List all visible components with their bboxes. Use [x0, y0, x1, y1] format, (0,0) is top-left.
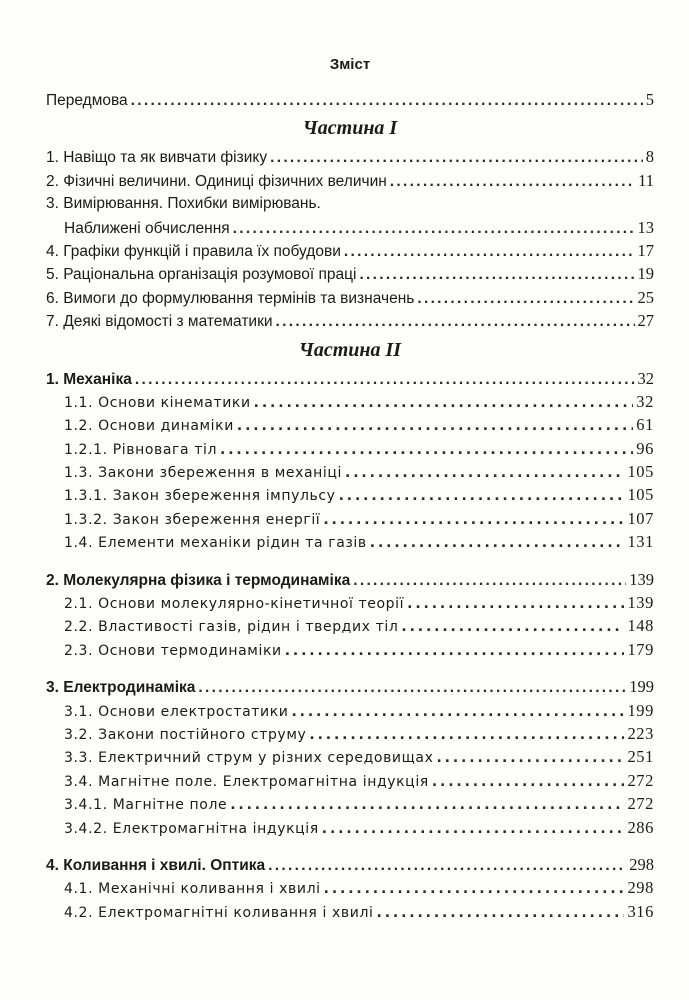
toc-subentry — [46, 722, 654, 745]
toc-subentry — [46, 614, 654, 637]
toc-entry-label: 1.3.2. Закон збереження енергії — [64, 511, 321, 528]
toc-entry-continuation — [46, 216, 654, 239]
toc-subentry — [46, 792, 654, 815]
leader-dots — [268, 854, 626, 877]
toc-subentry — [46, 816, 654, 839]
leader-dots — [432, 771, 625, 794]
toc-entry — [46, 309, 654, 332]
toc-entry-label: 3. Електродинаміка — [46, 679, 196, 697]
toc-entry-label: 4. Графіки функцій і правила їх побудови — [46, 242, 341, 260]
section-gap — [46, 661, 654, 675]
toc-entry-label: 1.3. Закони збереження в механіці — [64, 465, 343, 482]
toc-subentry — [46, 460, 654, 483]
toc-entry-label: Передмова — [46, 92, 128, 109]
leader-dots — [401, 616, 624, 639]
toc-entry-label: 7. Деякі відомості з математики — [46, 313, 273, 331]
leader-dots — [359, 263, 634, 286]
part-title-1: Частина І — [302, 117, 398, 140]
leader-dots — [417, 287, 634, 310]
toc-entry-label: 2. Молекулярна фізика і термодинаміка — [46, 571, 351, 589]
toc-entry — [46, 169, 654, 192]
toc-entry-label: 3. Вимірювання. Похибки вимірювань. — [46, 195, 321, 213]
leader-dots — [285, 640, 625, 663]
toc-page-number: 25 — [637, 287, 654, 307]
toc-subentry — [46, 876, 654, 899]
leader-dots — [233, 217, 635, 240]
toc-page-number: 298 — [629, 854, 654, 874]
toc-entry — [46, 286, 654, 309]
leader-dots — [322, 818, 625, 841]
leader-dots — [344, 240, 635, 263]
toc-page-number: 61 — [636, 415, 654, 435]
toc-section-heading — [46, 568, 654, 591]
toc-subentry — [46, 699, 654, 722]
toc-page-number: 11 — [638, 170, 654, 190]
leader-dots — [309, 724, 624, 747]
toc-page-number: 139 — [627, 593, 654, 613]
leader-dots — [230, 794, 624, 817]
leader-dots — [198, 676, 626, 699]
toc-entry-label: 2.2. Властивості газів, рідин і твердих тіл — [64, 619, 399, 636]
toc-page-number: 8 — [645, 147, 654, 167]
leader-dots — [291, 701, 624, 724]
leader-dots — [135, 368, 635, 391]
toc-entry-label: 1. Механіка — [46, 370, 132, 388]
section-gap — [46, 554, 654, 568]
toc-page-number: 96 — [636, 438, 654, 458]
toc-page-number: 17 — [637, 240, 654, 260]
toc-subentry — [46, 507, 654, 530]
leader-dots — [390, 170, 635, 193]
toc-entry-label: 1.2.1. Рівновага тіл — [64, 441, 218, 458]
toc-page-number: 19 — [637, 264, 654, 284]
toc-entry-label: 2. Фізичні величини. Одиниці фізичних величин — [46, 172, 387, 190]
table-of-contents — [46, 54, 654, 923]
toc-section-heading — [46, 675, 654, 698]
toc-subentry — [46, 483, 654, 506]
toc-entry-label: 3.4. Магнітне поле. Електромагнітна індукція — [64, 773, 429, 790]
leader-dots — [270, 146, 643, 169]
toc-entry — [46, 262, 654, 285]
toc-entry-label: 1.4. Елементи механіки рідин та газів — [64, 535, 367, 552]
toc-section-heading — [46, 853, 654, 876]
leader-dots — [237, 415, 633, 438]
toc-entry-label: 3.4.1. Магнітне поле — [64, 797, 228, 814]
leader-dots — [436, 747, 624, 770]
toc-page-number: 13 — [637, 217, 654, 237]
toc-page-number: 139 — [629, 569, 654, 589]
toc-page-number: 32 — [636, 391, 654, 411]
toc-entry-label: 6. Вимоги до формулювання термінів та визначень — [46, 289, 415, 307]
toc-subentry — [46, 437, 654, 460]
leader-dots — [324, 878, 625, 901]
leader-dots — [131, 89, 643, 112]
toc-page-number: 272 — [627, 794, 654, 814]
toc-section-heading — [46, 367, 654, 390]
toc-page-number: 223 — [627, 723, 654, 743]
toc-entry-label: 2.3. Основи термодинаміки — [64, 642, 282, 659]
toc-page-number: 131 — [627, 532, 654, 552]
toc-page-number: 199 — [629, 677, 654, 697]
leader-dots — [407, 593, 624, 616]
toc-entry-label: 3.3. Електричний струм у різних середовищах — [64, 750, 434, 767]
toc-entry-label: 4. Коливання і хвилі. Оптика — [46, 856, 266, 874]
section-gap — [46, 839, 654, 853]
toc-page-number: 298 — [627, 878, 654, 898]
toc-subentry — [46, 745, 654, 768]
toc-subentry — [46, 530, 654, 553]
leader-dots — [345, 462, 624, 485]
toc-page-number: 105 — [627, 462, 654, 482]
leader-dots — [220, 439, 633, 462]
leader-dots — [370, 532, 625, 555]
toc-title: Зміст — [329, 56, 371, 73]
toc-subentry — [46, 413, 654, 436]
toc-page-number: 27 — [637, 311, 654, 331]
toc-page-number: 251 — [627, 747, 654, 767]
toc-entry-label: 4.1. Механічні коливання і хвилі — [64, 881, 321, 898]
toc-entry-label: 1.2. Основи динаміки — [64, 418, 234, 435]
toc-entry-label: 3.4.2. Електромагнітна індукція — [64, 820, 319, 837]
toc-entry-label: 3.2. Закони постійного струму — [64, 726, 307, 743]
leader-dots — [377, 902, 625, 925]
toc-entry-label: 1. Навіщо та як вивчати фізику — [46, 149, 268, 167]
toc-subentry — [46, 900, 654, 923]
toc-subentry — [46, 390, 654, 413]
toc-entry — [46, 239, 654, 262]
leader-dots — [254, 392, 634, 415]
toc-page-number: 107 — [627, 508, 654, 528]
toc-subentry — [46, 769, 654, 792]
toc-entry — [46, 192, 654, 215]
toc-page-number: 148 — [627, 616, 654, 636]
toc-page-number: 286 — [627, 817, 654, 837]
toc-entry-label: 1.1. Основи кінематики — [64, 394, 251, 411]
leader-dots — [323, 509, 624, 532]
toc-page-number: 316 — [627, 901, 654, 921]
toc-page-number: 32 — [637, 368, 654, 388]
part-title-2: Частина ІІ — [298, 338, 402, 361]
toc-entry — [46, 145, 654, 168]
toc-page-number: 272 — [627, 770, 654, 790]
toc-entry-label: Наближені обчислення — [64, 219, 230, 237]
leader-dots — [339, 485, 625, 508]
toc-subentry — [46, 638, 654, 661]
leader-dots — [276, 310, 635, 333]
toc-entry-label: 4.2. Електромагнітні коливання і хвилі — [64, 904, 374, 921]
toc-entry-label: 1.3.1. Закон збереження імпульсу — [64, 488, 336, 505]
toc-entry-preface — [46, 88, 654, 111]
toc-page-number: 5 — [645, 90, 654, 109]
toc-page-number: 199 — [627, 700, 654, 720]
leader-dots — [353, 569, 626, 592]
toc-entry-label: 3.1. Основи електростатики — [64, 703, 289, 720]
toc-entry-label: 5. Раціональна організація розумової праці — [46, 266, 357, 284]
toc-entry-label: 2.1. Основи молекулярно-кінетичної теорії — [64, 596, 405, 613]
toc-page-number: 179 — [627, 639, 654, 659]
toc-subentry — [46, 591, 654, 614]
toc-page-number: 105 — [627, 485, 654, 505]
